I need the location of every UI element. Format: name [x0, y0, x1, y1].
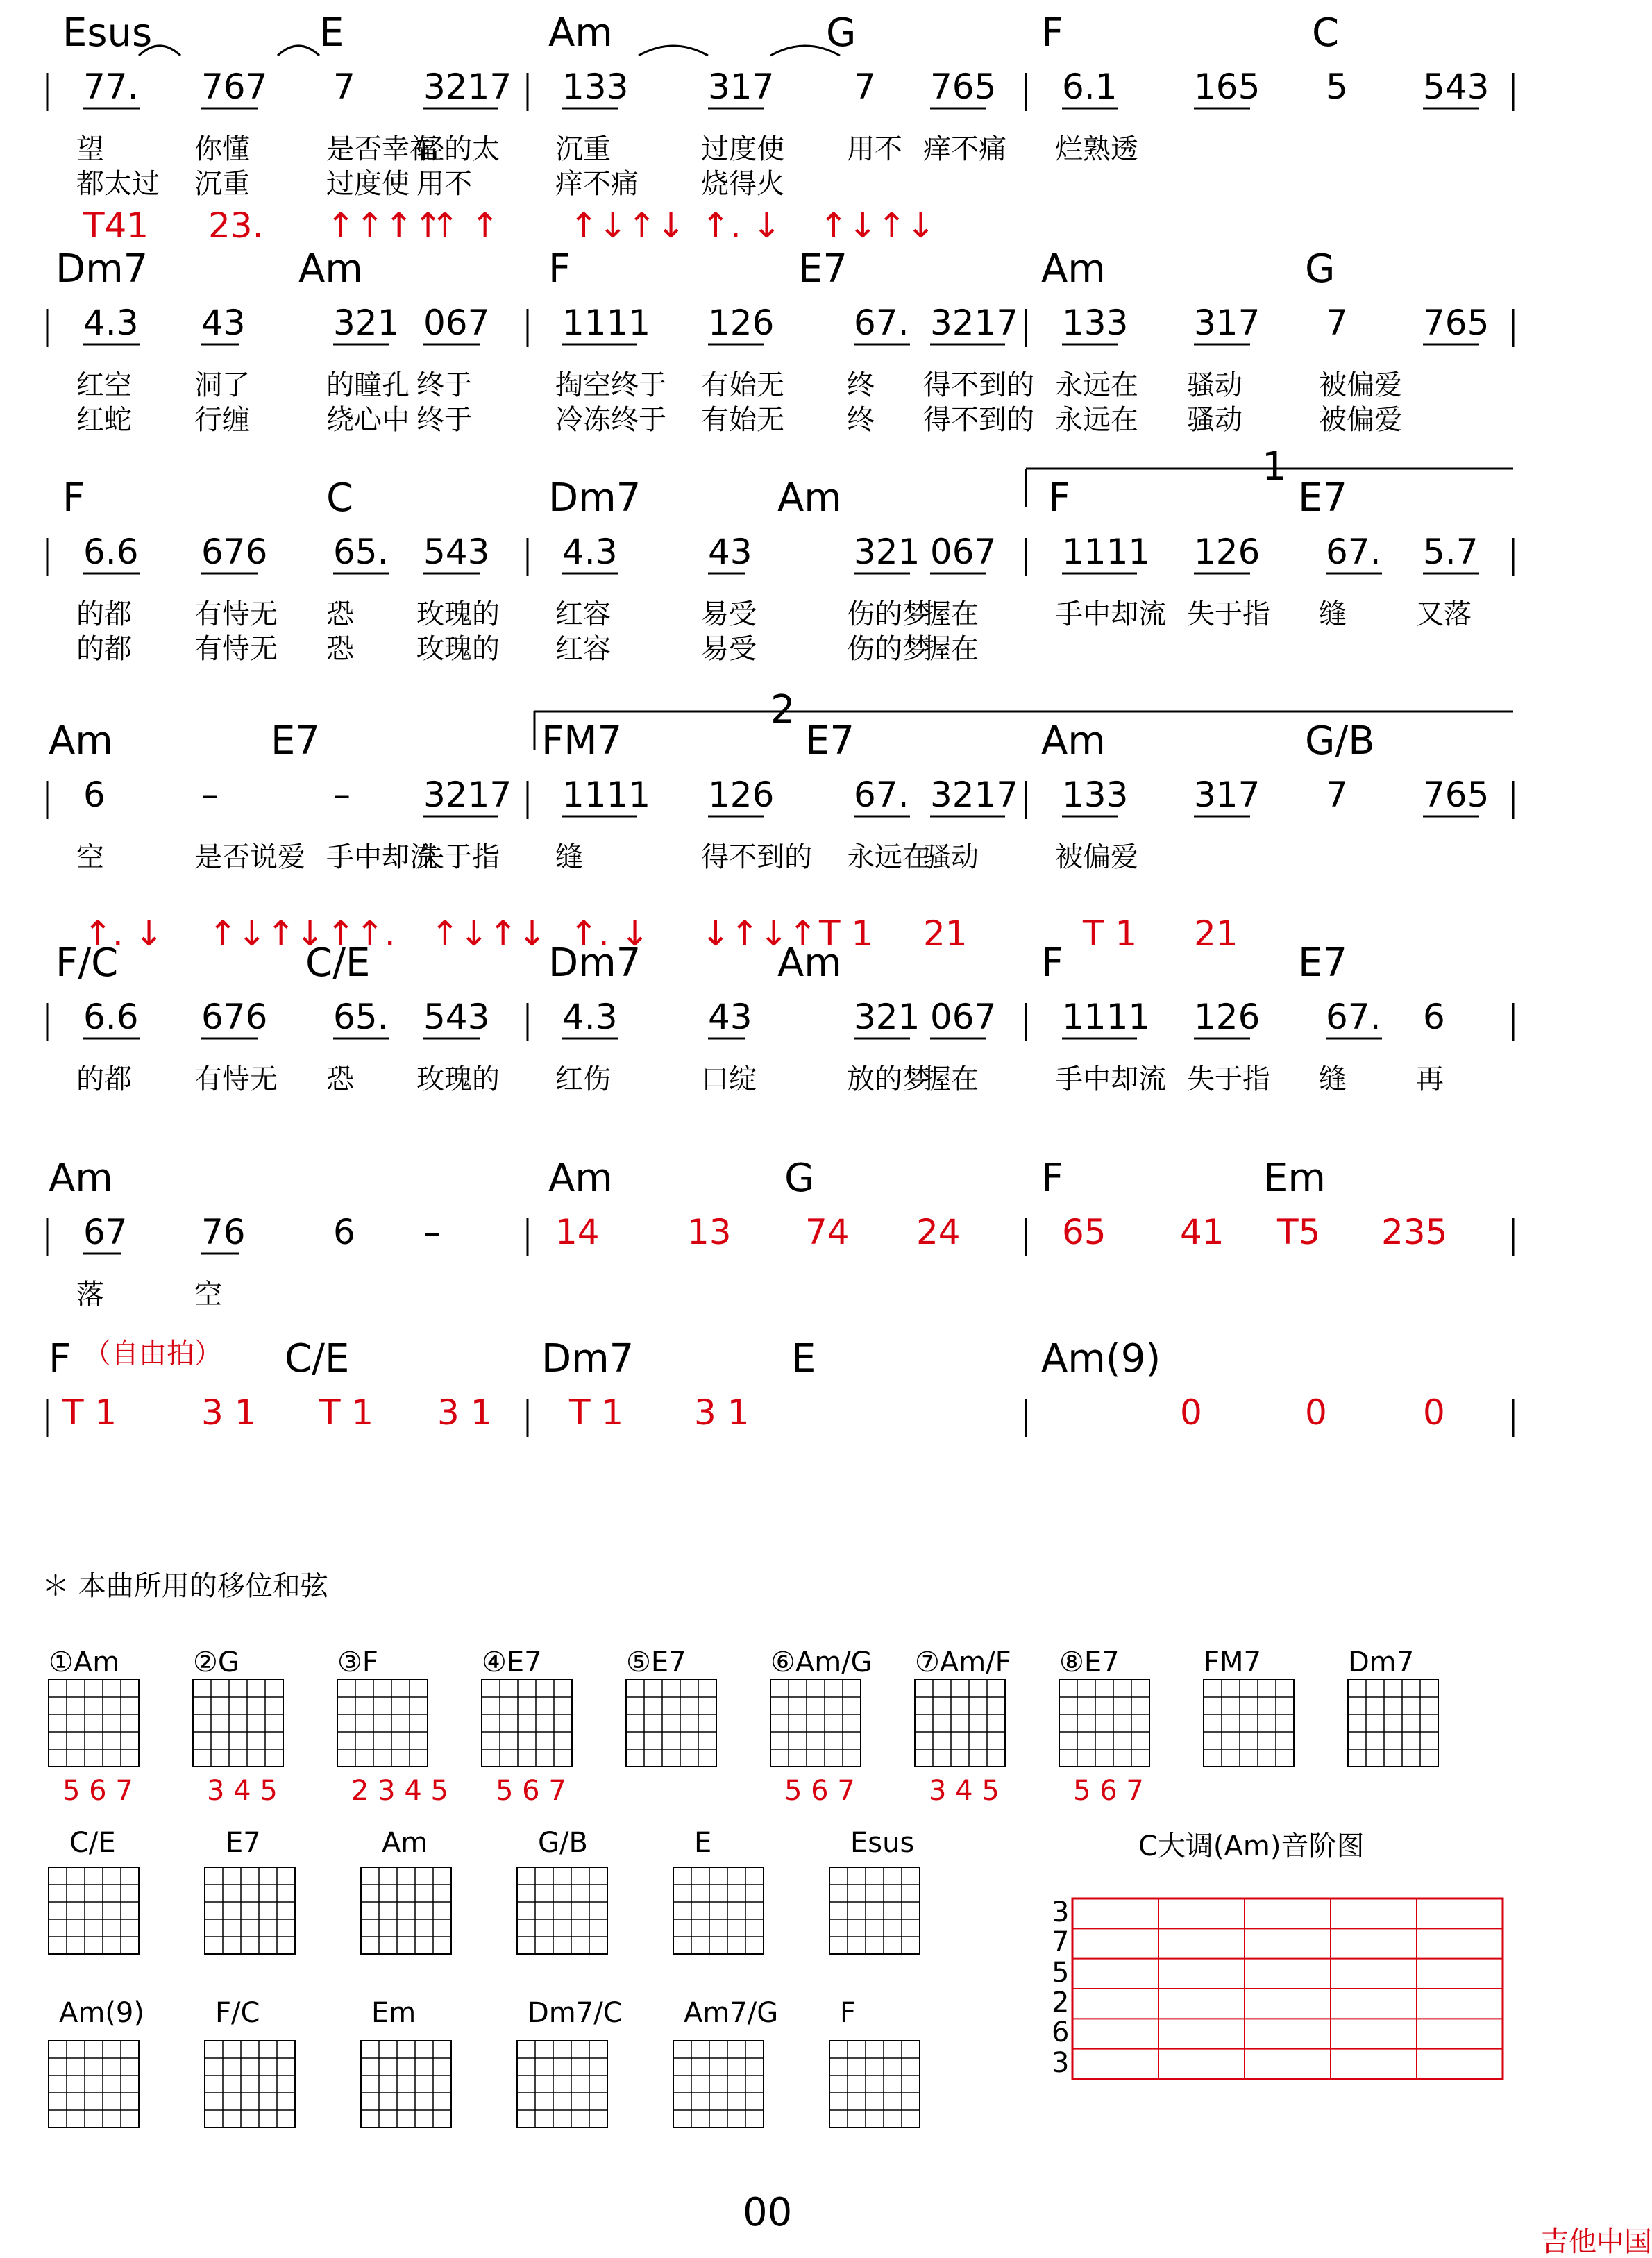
strum-pattern: T41: [83, 205, 149, 246]
melody-note: 6: [83, 775, 106, 815]
lyric-line-1: 的都: [76, 598, 132, 630]
lyric-line-1: 你懂: [194, 133, 250, 165]
lyric-line-1: 口绽: [701, 1063, 757, 1095]
melody-note: 6: [333, 1212, 355, 1252]
melody-note: 4.3: [83, 303, 139, 343]
melody-note: 317: [1194, 303, 1261, 343]
lyric-line-2: 烧得火: [701, 168, 784, 200]
tab-note: T5: [1277, 1212, 1321, 1252]
melody-note: 6.1: [1062, 67, 1118, 107]
tab-note: 13: [687, 1212, 732, 1252]
chord-diagram: [482, 1680, 572, 1767]
lyric-line-1: 缝: [1319, 1063, 1347, 1095]
melody-note: 3217: [423, 67, 512, 107]
strum-pattern: ↑. ↓: [701, 205, 782, 246]
chord-diagram: [517, 2041, 607, 2128]
lyric-line-2: 玫瑰的: [416, 633, 500, 665]
scale-note: 3: [1052, 1896, 1070, 1928]
chord-symbol: F: [1041, 941, 1064, 986]
tab-note: 24: [916, 1212, 961, 1252]
chord-symbol: Esus: [62, 10, 153, 56]
chord-symbol: Am: [49, 718, 113, 764]
melody-note: 1111: [1062, 532, 1151, 572]
chord-diagram-name: Esus: [850, 1827, 915, 1859]
fret-label: 5 6 7: [62, 1775, 133, 1807]
tab-note: T 1: [569, 1392, 624, 1433]
chord-symbol: Am: [777, 475, 842, 521]
chord-diagram: [915, 1680, 1005, 1767]
lyric-line-2: 过度使: [326, 168, 410, 200]
melody-note: 767: [201, 67, 268, 107]
lyric-line-1: 有恃无: [194, 598, 278, 630]
tab-note: 3 1: [694, 1392, 750, 1433]
chord-chart-title: ＊ 本曲所用的移位和弦: [42, 1570, 328, 1602]
melody-note: 543: [1423, 67, 1490, 107]
chord-diagram: [193, 1680, 283, 1767]
strum-pattern: ↑ ↑: [430, 205, 500, 246]
melody-note: 765: [1423, 303, 1490, 343]
chord-symbol: Dm7: [548, 941, 641, 986]
lyric-line-1: 缝: [555, 841, 583, 873]
melody-note: 5.7: [1423, 532, 1478, 572]
strum-pattern: 23.: [208, 205, 264, 246]
tab-note: 235: [1381, 1212, 1448, 1252]
fret-label: 5 6 7: [784, 1775, 855, 1807]
melody-note: 7: [1326, 303, 1348, 343]
melody-note: 67.: [1326, 532, 1381, 572]
chord-symbol: Am: [548, 1156, 613, 1201]
lyric-line-2: 痒不痛: [555, 168, 639, 200]
strum-pattern: ↑↑↑↑: [326, 205, 443, 246]
tab-note: 0: [1423, 1392, 1445, 1433]
lyric-line-2: 行缠: [194, 404, 250, 436]
chord-diagram-name: Em: [371, 1997, 416, 2029]
melody-note: 5: [1326, 67, 1348, 107]
melody-note: 67: [83, 1212, 128, 1252]
lyric-line-1: 掏空终于: [555, 369, 666, 401]
tab-note: T 1: [319, 1392, 374, 1433]
strum-pattern: ↓↑↓↑: [701, 913, 818, 954]
melody-note: 43: [708, 997, 752, 1037]
lyric-line-1: 被偏爱: [1055, 841, 1138, 873]
chord-symbol: Am(9): [1041, 1336, 1161, 1381]
melody-note: 067: [930, 997, 997, 1037]
strum-pattern: T 1: [819, 913, 874, 954]
chord-symbol: E: [319, 10, 344, 56]
lyric-line-2: 都太过: [76, 168, 160, 200]
lyric-line-1: 手中却流: [1055, 1063, 1166, 1095]
chord-diagram: [49, 1680, 139, 1767]
lyric-line-1: 是否幸福: [326, 133, 437, 165]
melody-note: 317: [1194, 775, 1261, 815]
chord-symbol: Em: [1263, 1156, 1326, 1201]
chord-diagram-name: ⑧E7: [1059, 1646, 1120, 1678]
melody-note: 6.6: [83, 997, 139, 1037]
lyric-line-1: 用不: [847, 133, 902, 165]
chord-diagram: [829, 2041, 920, 2128]
chord-symbol: G/B: [1305, 718, 1375, 764]
lyric-line-1: 空: [194, 1279, 222, 1311]
tie: [278, 46, 319, 56]
chord-symbol: C/E: [285, 1336, 350, 1381]
melody-note: 126: [708, 775, 775, 815]
lyric-line-2: 握在: [923, 633, 979, 665]
melody-note: 133: [562, 67, 629, 107]
chord-diagram: [673, 2041, 764, 2128]
melody-note: 6: [1423, 997, 1445, 1037]
chord-diagram: [49, 2041, 139, 2128]
lyric-line-1: 终于: [416, 369, 472, 401]
lyric-line-2: 红蛇: [76, 404, 132, 436]
lyric-line-1: 再: [1416, 1063, 1444, 1095]
lyric-line-2: 得不到的: [923, 404, 1034, 436]
lyric-line-1: 永远在: [847, 841, 930, 873]
melody-note: 3217: [930, 775, 1019, 815]
melody-note: 067: [423, 303, 490, 343]
lyric-line-1: 得不到的: [923, 369, 1034, 401]
free-tempo-note: （自由拍）: [83, 1338, 222, 1370]
melody-note: 3217: [930, 303, 1019, 343]
lyric-line-1: 玫瑰的: [416, 1063, 500, 1095]
melody-note: 317: [708, 67, 775, 107]
tab-note: 0: [1305, 1392, 1327, 1433]
chord-diagram: [829, 1867, 920, 1954]
strum-pattern: ↑. ↓: [83, 913, 164, 954]
melody-note: 1111: [1062, 997, 1151, 1037]
strum-pattern: 21: [923, 913, 968, 954]
melody-note: 65.: [333, 532, 389, 572]
chord-symbol: Am: [548, 10, 613, 56]
chord-diagram-name: F/C: [215, 1997, 260, 2029]
chord-diagram-name: ⑦Am/F: [915, 1646, 1011, 1678]
lyric-line-1: 又落: [1416, 598, 1472, 630]
chord-symbol: Am: [1041, 246, 1106, 292]
lyric-line-2: 终: [847, 404, 875, 436]
strum-pattern: ↑↓↑↓: [569, 205, 686, 246]
chord-symbol: G: [826, 10, 857, 56]
lyric-line-1: 骚动: [923, 841, 979, 873]
chord-diagram: [361, 1867, 451, 1954]
scale-note: 7: [1052, 1926, 1070, 1959]
tab-note: 14: [555, 1212, 600, 1252]
chord-diagram: [1059, 1680, 1149, 1767]
lyric-line-1: 洞了: [194, 369, 250, 401]
chord-diagram: [361, 2041, 451, 2128]
chord-diagram: [626, 1680, 716, 1767]
strum-pattern: 21: [1194, 913, 1238, 954]
chord-diagram: [337, 1680, 428, 1767]
melody-note: 4.3: [562, 997, 618, 1037]
lyric-line-1: 沉重: [555, 133, 611, 165]
volta-number: 1: [1262, 444, 1287, 489]
chord-symbol: F/C: [56, 941, 119, 986]
chord-symbol: Am: [49, 1156, 113, 1201]
page-number: 00: [743, 2190, 793, 2235]
lyric-line-2: 有恃无: [194, 633, 278, 665]
melody-note: 133: [1062, 303, 1129, 343]
chord-symbol: E7: [1298, 475, 1348, 521]
chord-diagram: [1204, 1680, 1294, 1767]
lyric-line-1: 手中却流: [1055, 598, 1166, 630]
lyric-line-1: 伤的梦: [847, 598, 930, 630]
lyric-line-2: 的都: [76, 633, 132, 665]
chord-symbol: E: [791, 1336, 816, 1381]
lyric-line-2: 恐: [326, 633, 354, 665]
melody-note: 126: [708, 303, 775, 343]
melody-note: –: [333, 775, 351, 815]
chord-diagram-name: Am: [382, 1827, 428, 1859]
chord-symbol: FM7: [541, 718, 623, 764]
lyric-line-2: 用不: [416, 168, 472, 200]
lyric-line-1: 是否说爱: [194, 841, 305, 873]
tab-note: 74: [805, 1212, 850, 1252]
melody-note: 165: [1194, 67, 1261, 107]
lyric-line-1: 望: [76, 133, 104, 165]
melody-note: 67.: [854, 303, 909, 343]
chord-diagram: [1348, 1680, 1438, 1767]
lyric-line-1: 红容: [555, 598, 611, 630]
chord-symbol: G: [784, 1156, 815, 1201]
tie: [639, 46, 708, 56]
lyric-line-1: 手中却流: [326, 841, 437, 873]
watermark: 吉他中国: [1541, 2226, 1652, 2258]
lyric-line-2: 永远在: [1055, 404, 1138, 436]
chord-symbol: Am: [298, 246, 363, 292]
scale-note: 5: [1052, 1956, 1070, 1989]
chord-diagram-name: ④E7: [482, 1646, 542, 1678]
melody-note: 65.: [333, 997, 389, 1037]
lyric-line-2: 伤的梦: [847, 633, 930, 665]
lyric-line-1: 红伤: [555, 1063, 611, 1095]
melody-note: 6.6: [83, 532, 139, 572]
melody-note: 067: [930, 532, 997, 572]
lyric-line-1: 空: [76, 841, 104, 873]
strum-pattern: ↑↓↑↓: [430, 913, 547, 954]
lyric-line-2: 骚动: [1187, 404, 1242, 436]
chord-diagram: [49, 1867, 139, 1954]
chord-symbol: F: [1041, 10, 1064, 56]
lyric-line-1: 有始无: [701, 369, 784, 401]
melody-note: 321: [333, 303, 400, 343]
chord-symbol: E7: [1298, 941, 1348, 986]
lyric-line-1: 失于指: [416, 841, 500, 873]
melody-note: 43: [708, 532, 752, 572]
chord-diagram: [205, 2041, 295, 2128]
lyric-line-1: 易受: [701, 598, 757, 630]
chord-symbol: E7: [805, 718, 855, 764]
melody-note: 7: [854, 67, 876, 107]
chord-diagram: [673, 1867, 764, 1954]
chord-diagram-name: Am(9): [59, 1997, 144, 2029]
chord-diagram: [770, 1680, 861, 1767]
lyric-line-1: 失于指: [1187, 1063, 1270, 1095]
chord-symbol: Am: [777, 941, 842, 986]
melody-note: 1111: [562, 775, 651, 815]
melody-note: 7: [1326, 775, 1348, 815]
lyric-line-1: 玫瑰的: [416, 598, 500, 630]
chord-diagram-name: Dm7: [1348, 1646, 1415, 1678]
chord-diagram-name: C/E: [69, 1827, 116, 1859]
chord-symbol: G: [1305, 246, 1335, 292]
melody-note: 676: [201, 532, 268, 572]
lyric-line-1: 过度使: [701, 133, 784, 165]
melody-note: 67.: [854, 775, 909, 815]
melody-note: 126: [1194, 532, 1261, 572]
melody-note: –: [423, 1212, 441, 1252]
melody-note: 543: [423, 997, 490, 1037]
chord-symbol: C: [326, 475, 354, 521]
chord-symbol: F: [1048, 475, 1071, 521]
lyric-line-1: 红空: [76, 369, 132, 401]
lyric-line-2: 被偏爱: [1319, 404, 1402, 436]
lyric-line-1: 被偏爱: [1319, 369, 1402, 401]
chord-diagram-name: ⑤E7: [626, 1646, 686, 1678]
lyric-line-1: 得不到的: [701, 841, 812, 873]
scale-note: 2: [1052, 1987, 1070, 2019]
tab-note: T 1: [62, 1392, 117, 1433]
strum-pattern: ↑↓↑↓: [208, 913, 325, 954]
fret-label: 2 3 4 5: [351, 1775, 448, 1807]
melody-note: 77.: [83, 67, 139, 107]
chord-diagram-name: ②G: [193, 1646, 239, 1678]
chord-symbol: F: [548, 246, 571, 292]
melody-note: 765: [930, 67, 997, 107]
tab-note: 0: [1180, 1392, 1202, 1433]
lyric-line-1: 握在: [923, 1063, 979, 1095]
lyric-line-1: 握在: [923, 598, 979, 630]
strum-pattern: ↑↓↑↓: [819, 205, 936, 246]
scale-note: 6: [1052, 2016, 1070, 2049]
melody-note: 765: [1423, 775, 1490, 815]
lyric-line-1: 骚动: [1187, 369, 1242, 401]
strum-pattern: T 1: [1083, 913, 1138, 954]
strum-pattern: ↑↑.: [326, 913, 396, 954]
melody-note: 543: [423, 532, 490, 572]
lyric-line-1: 的都: [76, 1063, 132, 1095]
lyric-line-1: 痒不痛: [923, 133, 1006, 165]
fret-label: 3 4 5: [929, 1775, 1000, 1807]
chord-diagram-name: ③F: [337, 1646, 378, 1678]
melody-note: 3217: [423, 775, 512, 815]
lyric-line-2: 红容: [555, 633, 611, 665]
chord-diagram-name: Dm7/C: [528, 1997, 623, 2029]
lyric-line-1: 烂熟透: [1055, 133, 1138, 165]
chord-diagram: [205, 1867, 295, 1954]
scale-diagram-title: C大调(Am)音阶图: [1138, 1830, 1365, 1862]
chord-diagram: [517, 1867, 607, 1954]
melody-note: –: [201, 775, 219, 815]
lyric-line-1: 缝: [1319, 598, 1347, 630]
lyric-line-1: 落: [76, 1279, 104, 1311]
melody-note: 43: [201, 303, 246, 343]
melody-note: 7: [333, 67, 355, 107]
chord-symbol: F: [49, 1336, 71, 1381]
chord-diagram-name: E7: [226, 1827, 261, 1859]
chord-symbol: Am: [1041, 718, 1106, 764]
chord-symbol: C: [1312, 10, 1340, 56]
lyric-line-1: 终: [847, 369, 875, 401]
fret-label: 3 4 5: [207, 1775, 278, 1807]
chord-symbol: C/E: [305, 941, 371, 986]
lyric-line-2: 冷冻终于: [555, 404, 666, 436]
tab-note: 3 1: [201, 1392, 257, 1433]
tab-note: 3 1: [437, 1392, 493, 1433]
chord-symbol: F: [62, 475, 85, 521]
lyric-line-1: 的瞳孔: [326, 369, 410, 401]
melody-note: 76: [201, 1212, 246, 1252]
chord-symbol: F: [1041, 1156, 1064, 1201]
volta-number: 2: [770, 687, 795, 732]
tab-note: 41: [1180, 1212, 1224, 1252]
scale-note: 3: [1052, 2046, 1070, 2079]
lyric-line-1: 放的梦: [847, 1063, 930, 1095]
chord-symbol: E7: [271, 718, 321, 764]
lyric-line-1: 恐: [326, 598, 354, 630]
chord-symbol: E7: [798, 246, 848, 292]
melody-note: 67.: [1326, 997, 1381, 1037]
lyric-line-2: 有始无: [701, 404, 784, 436]
lyric-line-1: 轻的太: [416, 133, 500, 165]
chord-symbol: Dm7: [56, 246, 149, 292]
lyric-line-1: 失于指: [1187, 598, 1270, 630]
tab-note: 65: [1062, 1212, 1106, 1252]
fret-label: 5 6 7: [496, 1775, 566, 1807]
melody-note: 1111: [562, 303, 651, 343]
chord-diagram-name: Am7/G: [684, 1997, 779, 2029]
lyric-line-2: 终于: [416, 404, 472, 436]
lyric-line-2: 易受: [701, 633, 757, 665]
strum-pattern: ↑. ↓: [569, 913, 650, 954]
chord-diagram-name: E: [694, 1827, 712, 1859]
chord-diagram-name: F: [840, 1997, 857, 2029]
melody-note: 676: [201, 997, 268, 1037]
lyric-line-2: 绕心中: [326, 404, 410, 436]
lyric-line-2: 沉重: [194, 168, 250, 200]
chord-diagram-name: G/B: [538, 1827, 588, 1859]
lyric-line-1: 恐: [326, 1063, 354, 1095]
fret-label: 5 6 7: [1073, 1775, 1144, 1807]
chord-symbol: Dm7: [541, 1336, 634, 1381]
chord-symbol: Dm7: [548, 475, 641, 521]
chord-diagram-name: ⑥Am/G: [770, 1646, 873, 1678]
chord-diagram-name: ①Am: [49, 1646, 120, 1678]
melody-note: 321: [854, 532, 920, 572]
melody-note: 126: [1194, 997, 1261, 1037]
chord-diagram-name: FM7: [1204, 1646, 1261, 1678]
melody-note: 321: [854, 997, 920, 1037]
lyric-line-1: 有恃无: [194, 1063, 278, 1095]
lyric-line-1: 永远在: [1055, 369, 1138, 401]
melody-note: 4.3: [562, 532, 618, 572]
melody-note: 133: [1062, 775, 1129, 815]
